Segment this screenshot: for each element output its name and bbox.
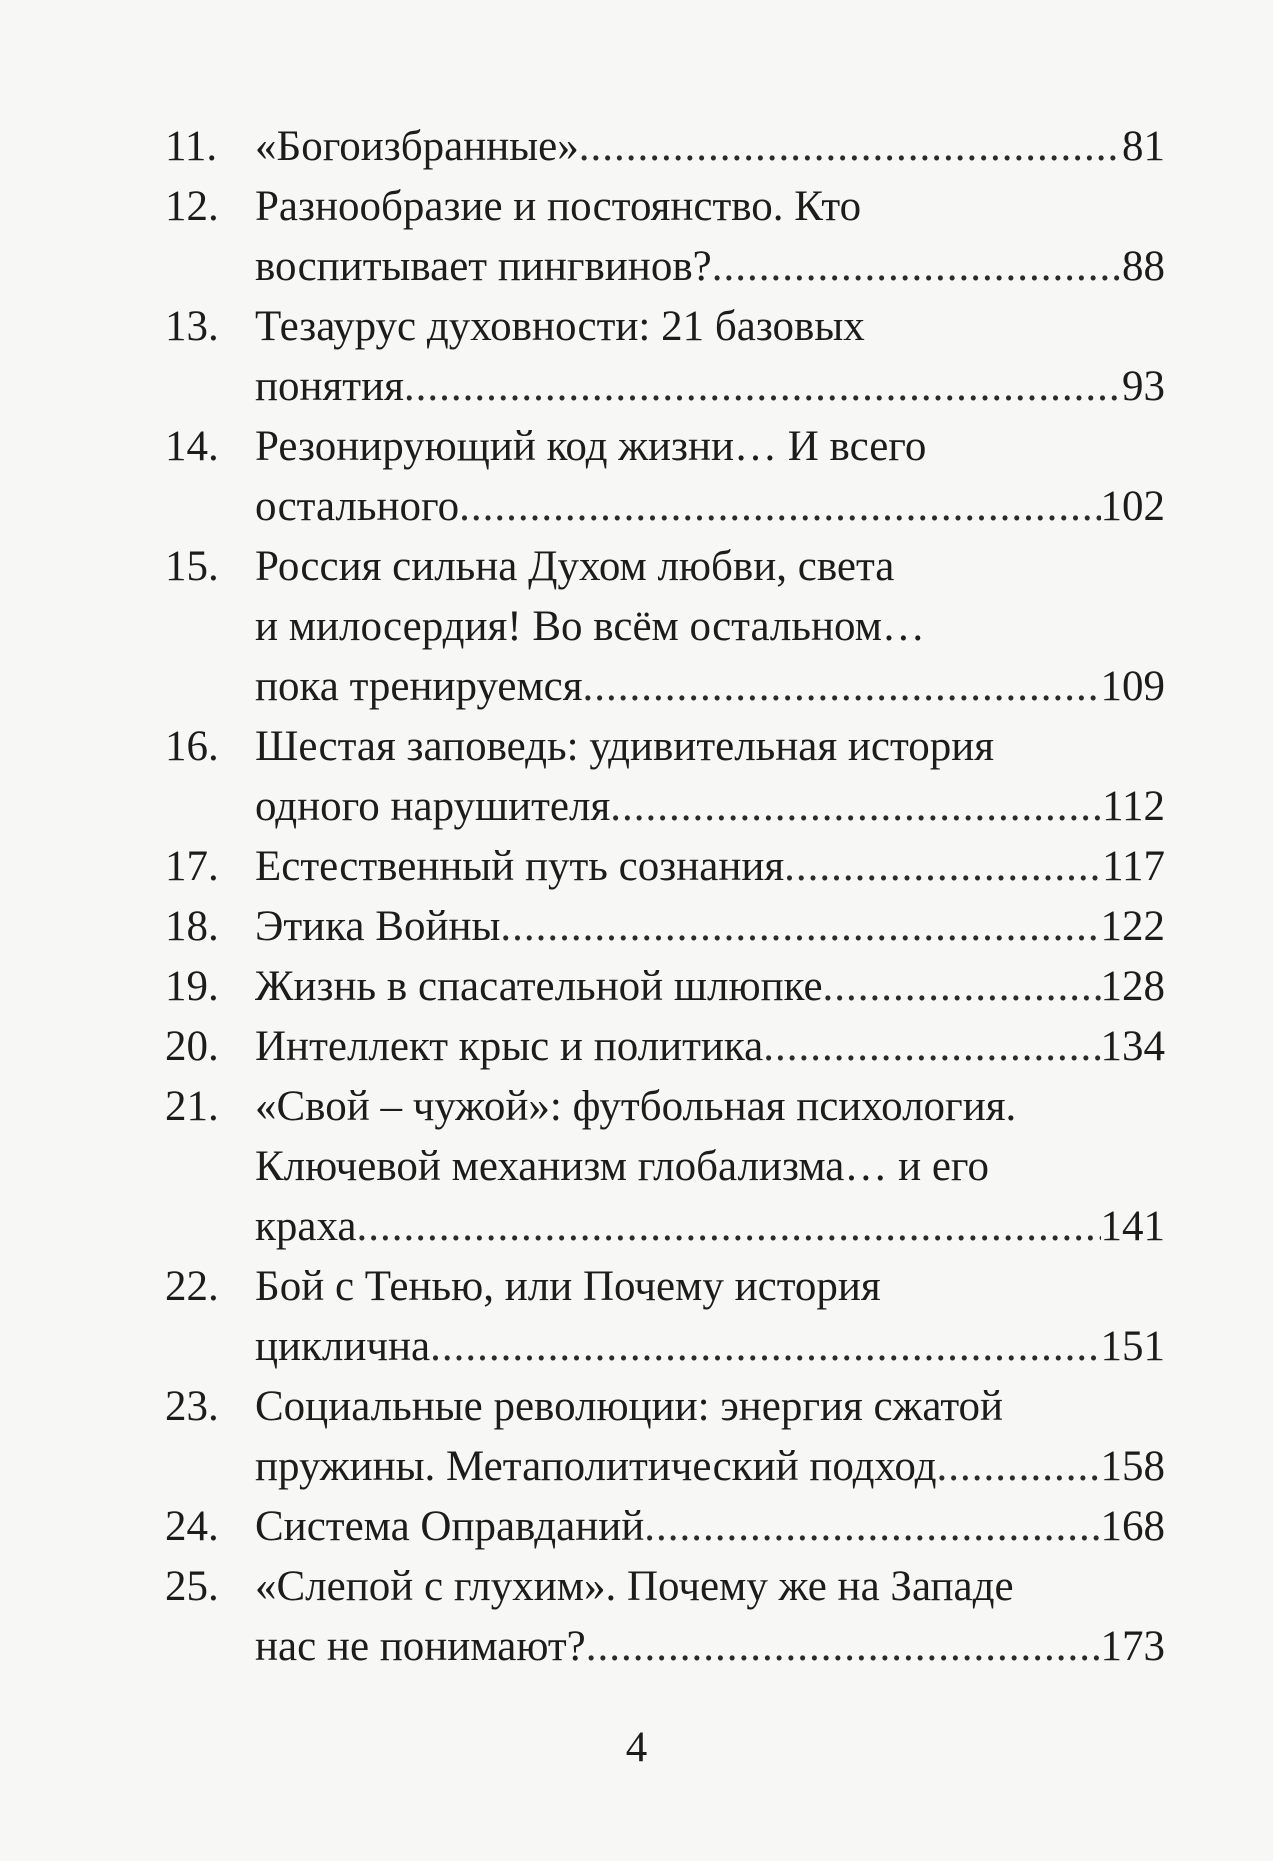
- toc-entry: [165, 897, 1165, 957]
- toc-entry-title-line: «Слепой с глухим». Почему же на Западе: [255, 1563, 1014, 1610]
- dot-leader: [459, 477, 1100, 537]
- toc-entry: [165, 1077, 1165, 1257]
- toc-entry-title-line: Тезаурус духовности: 21 базовых: [255, 303, 865, 350]
- toc-entry-number: 23.: [165, 1383, 219, 1430]
- toc-entry-title: [255, 1377, 1165, 1497]
- dot-leader: [784, 837, 1102, 897]
- toc-entry-title: [255, 897, 1165, 957]
- toc-entry: [165, 1377, 1165, 1497]
- dot-leader: [823, 957, 1101, 1017]
- toc-entry: [165, 117, 1165, 177]
- toc-entry-last-line: [255, 777, 1165, 837]
- toc-entry-title-end: Система Оправданий: [255, 1503, 645, 1550]
- toc-entry-title-end: остального: [255, 483, 460, 530]
- toc-entry-last-line: [255, 1317, 1165, 1377]
- toc-entry-page: 102: [1100, 483, 1165, 530]
- toc-entry-last-line: [255, 1017, 1165, 1077]
- dot-leader: [644, 1497, 1100, 1557]
- toc-entry-title: [255, 177, 1165, 297]
- toc-entry: [165, 1257, 1165, 1377]
- toc-entry: [165, 537, 1165, 717]
- toc-entry-title-end: «Богоизбранные»: [255, 123, 579, 170]
- toc-entry-number: 14.: [165, 423, 219, 470]
- toc-entry-title: [255, 957, 1165, 1017]
- dot-leader: [500, 897, 1100, 957]
- toc-entry-page: 88: [1122, 243, 1165, 290]
- toc-entry-title-line: Социальные революции: энергия сжатой: [255, 1383, 1004, 1430]
- toc-entry-page: 128: [1100, 963, 1165, 1010]
- dot-leader: [357, 1197, 1101, 1257]
- toc-entry-last-line: [255, 357, 1165, 417]
- toc-entry: [165, 957, 1165, 1017]
- toc-entry-last-line: [255, 657, 1165, 717]
- toc-entry-title: [255, 297, 1165, 417]
- toc-entry-page: 93: [1122, 363, 1165, 410]
- toc-entry-number: 25.: [165, 1563, 219, 1610]
- toc-entry-page: 141: [1100, 1203, 1165, 1250]
- toc-entry-page: 168: [1100, 1503, 1165, 1550]
- toc-entry-number: 22.: [165, 1263, 219, 1310]
- toc-entry-page: 134: [1100, 1023, 1165, 1070]
- page-number: 4: [625, 1724, 648, 1771]
- table-of-contents: [165, 117, 1165, 1677]
- toc-entry-last-line: [255, 837, 1165, 897]
- toc-entry-last-line: [255, 1197, 1165, 1257]
- toc-entry-number: 13.: [165, 303, 219, 350]
- toc-entry: [165, 1017, 1165, 1077]
- toc-entry-title-line: Ключевой механизм глобализма… и его: [255, 1143, 989, 1190]
- dot-leader: [763, 1017, 1100, 1077]
- toc-entry-title: [255, 537, 1165, 717]
- toc-entry-title-end: Жизнь в спасательной шлюпке: [255, 963, 823, 1010]
- toc-entry-page: 81: [1122, 123, 1165, 170]
- toc-entry-title-line: Бой с Тенью, или Почему история: [255, 1263, 881, 1310]
- toc-entry-title-end: понятия: [255, 363, 404, 410]
- toc-entry-title: [255, 1557, 1165, 1677]
- toc-entry-title-end: циклична: [255, 1323, 431, 1370]
- dot-leader: [586, 1617, 1101, 1677]
- dot-leader: [712, 237, 1122, 297]
- toc-entry-number: 11.: [165, 123, 218, 170]
- toc-entry-last-line: [255, 237, 1165, 297]
- toc-entry-title-end: нас не понимают?: [255, 1623, 586, 1670]
- toc-entry-last-line: [255, 117, 1165, 177]
- toc-entry-title-line: Разнообразие и постоянство. Кто: [255, 183, 862, 230]
- toc-entry-page: 122: [1100, 903, 1165, 950]
- toc-entry: [165, 417, 1165, 537]
- toc-entry-title-end: пружины. Метаполитический подход: [255, 1443, 937, 1490]
- dot-leader: [430, 1317, 1100, 1377]
- toc-entry: [165, 837, 1165, 897]
- toc-entry-last-line: [255, 1497, 1165, 1557]
- toc-entry-last-line: [255, 957, 1165, 1017]
- toc-entry-title-line: «Свой – чужой»: футбольная психология.: [255, 1083, 1017, 1130]
- toc-entry-last-line: [255, 1437, 1165, 1497]
- toc-entry: [165, 1557, 1165, 1677]
- toc-entry-page: 173: [1100, 1623, 1165, 1670]
- dot-leader: [583, 657, 1101, 717]
- toc-entry-title-end: пока тренируемся: [255, 663, 583, 710]
- toc-entry: [165, 177, 1165, 297]
- dot-leader: [404, 357, 1122, 417]
- toc-entry-title-end: Естественный путь сознания: [255, 843, 785, 890]
- toc-entry-title-line: Шестая заповедь: удивительная история: [255, 723, 994, 770]
- toc-entry: [165, 717, 1165, 837]
- toc-entry-title-line: Россия сильна Духом любви, света: [255, 543, 895, 590]
- toc-entry-title: [255, 717, 1165, 837]
- toc-entry-number: 15.: [165, 543, 219, 590]
- toc-entry-title-end: воспитывает пингвинов?: [255, 243, 712, 290]
- toc-entry-title-end: Этика Войны: [255, 903, 501, 950]
- toc-entry-page: 158: [1100, 1443, 1165, 1490]
- toc-entry-last-line: [255, 1617, 1165, 1677]
- toc-entry: [165, 1497, 1165, 1557]
- toc-entry-number: 18.: [165, 903, 219, 950]
- toc-entry-number: 16.: [165, 723, 219, 770]
- toc-entry-last-line: [255, 477, 1165, 537]
- toc-entry-title-end: одного нарушителя: [255, 783, 611, 830]
- toc-entry-title-end: краха: [255, 1203, 357, 1250]
- toc-entry-title: [255, 837, 1165, 897]
- toc-entry-number: 19.: [165, 963, 219, 1010]
- toc-entry-page: 112: [1102, 783, 1165, 830]
- dot-leader: [610, 777, 1102, 837]
- toc-entry-title: [255, 117, 1165, 177]
- dot-leader: [937, 1437, 1101, 1497]
- toc-entry-title: [255, 1077, 1165, 1257]
- toc-entry-title-line: Резонирующий код жизни… И всего: [255, 423, 927, 470]
- toc-entry-number: 24.: [165, 1503, 219, 1550]
- toc-entry-page: 117: [1102, 843, 1165, 890]
- dot-leader: [579, 117, 1122, 177]
- toc-entry-page: 151: [1100, 1323, 1165, 1370]
- toc-entry-number: 12.: [165, 183, 219, 230]
- toc-entry-number: 17.: [165, 843, 219, 890]
- toc-entry-title: [255, 1497, 1165, 1557]
- toc-entry: [165, 297, 1165, 417]
- toc-entry-title: [255, 1257, 1165, 1377]
- toc-entry-page: 109: [1100, 663, 1165, 710]
- toc-entry-title-line: и милосердия! Во всём остальном…: [255, 603, 925, 650]
- toc-entry-title: [255, 1017, 1165, 1077]
- toc-entry-number: 20.: [165, 1023, 219, 1070]
- toc-entry-number: 21.: [165, 1083, 219, 1130]
- toc-entry-last-line: [255, 897, 1165, 957]
- toc-entry-title: [255, 417, 1165, 537]
- toc-entry-title-end: Интеллект крыс и политика: [255, 1023, 764, 1070]
